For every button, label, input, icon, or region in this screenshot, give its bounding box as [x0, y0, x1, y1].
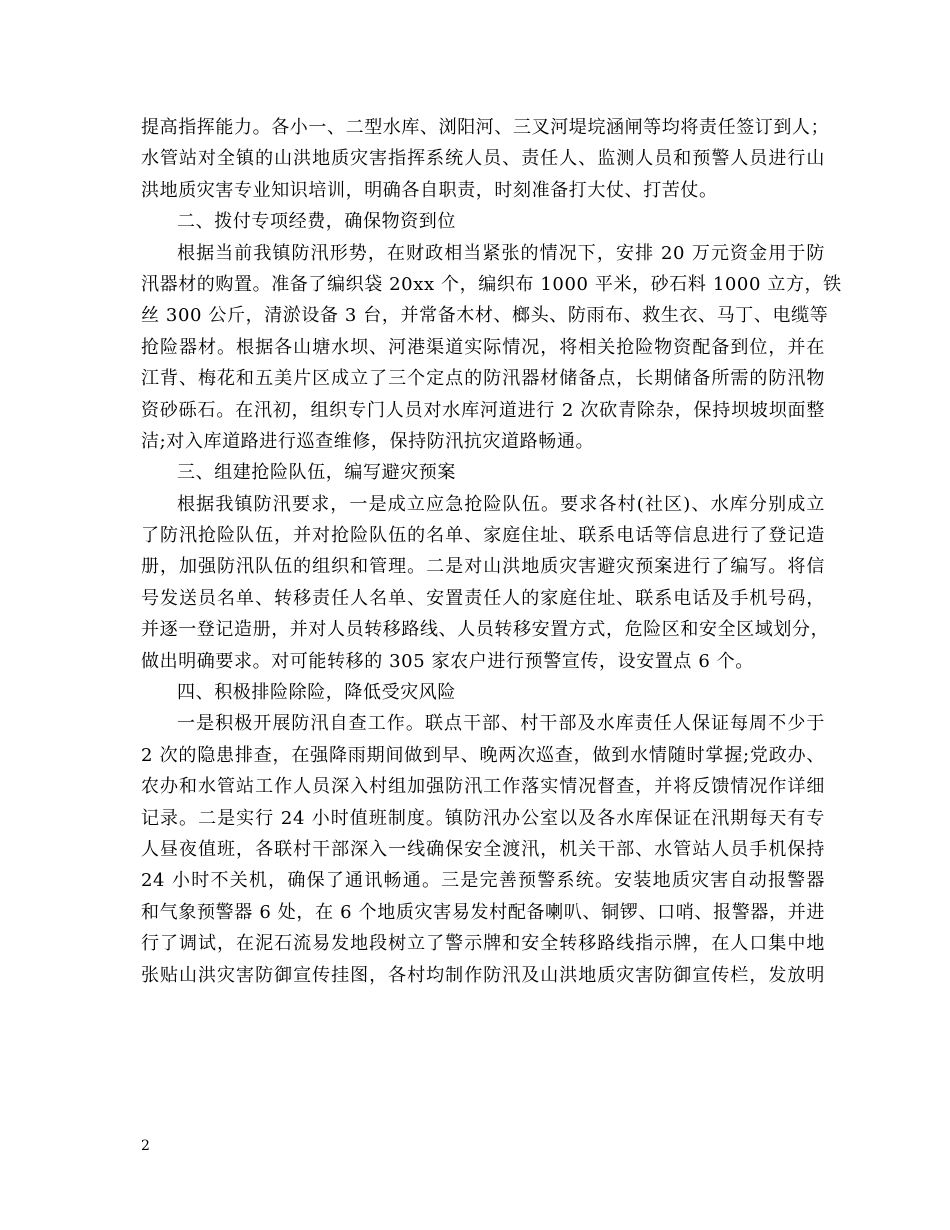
text-line: 并逐一登记造册，并对人员转移路线、人员转移安置方式，危险区和安全区域划分， — [141, 619, 830, 641]
section-heading: 二、拨付专项经费，确保物资到位 — [177, 211, 456, 233]
text-line: 了防汛抢险队伍，并对抢险队伍的名单、家庭住址、联系电话等信息进行了登记造 — [141, 525, 825, 547]
text-line: 和气象预警器 6 处，在 6 个地质灾害易发村配备喇叭、铜锣、口哨、报警器，并进 — [141, 901, 825, 923]
text-line: 抢险器材。根据各山塘水坝、河港渠道实际情况，将相关抢险物资配备到位，并在 — [141, 336, 825, 358]
text-line: 行了调试，在泥石流易发地段树立了警示牌和安全转移路线指示牌，在人口集中地 — [141, 933, 825, 955]
text-line: 24 小时不关机，确保了通讯畅通。三是完善预警系统。安装地质灾害自动报警器 — [141, 870, 825, 892]
text-line: 根据当前我镇防汛形势，在财政相当紧张的情况下，安排 20 万元资金用于防 — [177, 242, 825, 264]
text-line: 一是积极开展防汛自查工作。联点干部、村干部及水库责任人保证每周不少于 — [177, 713, 825, 735]
text-line: 人昼夜值班，各联村干部深入一线确保安全渡汛，机关干部、水管站人员手机保持 — [141, 838, 825, 860]
text-line: 汛器材的购置。准备了编织袋 20xx 个，编织布 1000 平米，砂石料 1000 立方，铁 — [141, 273, 842, 295]
text-line: 册，加强防汛队伍的组织和管理。二是对山洪地质灾害避灾预案进行了编写。将信 — [141, 556, 825, 578]
text-line: 农办和水管站工作人员深入村组加强防汛工作落实情况督查，并将反馈情况作详细 — [141, 776, 825, 798]
page-number: 2 — [141, 1138, 150, 1154]
text-line: 2 次的隐患排查，在强降雨期间做到早、晚两次巡查，做到水情随时掌握;党政办、 — [141, 744, 825, 766]
text-line: 提高指挥能力。各小一、二型水库、浏阳河、三叉河堤垸涵闸等均将责任签订到人； — [141, 117, 830, 138]
text-line: 张贴山洪灾害防御宣传挂图，各村均制作防汛及山洪地质灾害防御宣传栏，发放明 — [141, 964, 825, 986]
text-line: 号发送员名单、转移责任人名单、安置责任人的家庭住址、联系电话及手机号码， — [141, 587, 825, 609]
document-body — [141, 112, 842, 991]
text-line: 根据我镇防汛要求，一是成立应急抢险队伍。要求各村(社区)、水库分别成立 — [177, 493, 825, 515]
text-line: 水管站对全镇的山洪地质灾害指挥系统人员、责任人、监测人员和预警人员进行山 — [141, 148, 825, 170]
text-line: 资砂砾石。在汛初，组织专门人员对水库河道进行 2 次砍青除杂，保持坝坡坝面整 — [141, 399, 825, 421]
text-line: 洁;对入库道路进行巡查维修，保持防汛抗灾道路畅通。 — [141, 430, 595, 452]
text-line: 洪地质灾害专业知识培训，明确各自职责，时刻准备打大仗、打苦仗。 — [141, 179, 718, 201]
text-line: 记录。二是实行 24 小时值班制度。镇防汛办公室以及各水库保证在汛期每天有专 — [141, 807, 825, 829]
text-line: 丝 300 公斤，清淤设备 3 台，并常备木材、榔头、防雨布、救生衣、马丁、电缆等 — [141, 305, 829, 327]
section-heading: 四、积极排险除险，降低受灾风险 — [177, 682, 456, 704]
section-heading: 三、组建抢险队伍，编写避灾预案 — [177, 462, 456, 484]
text-line: 江背、梅花和五美片区成立了三个定点的防汛器材储备点，长期储备所需的防汛物 — [141, 368, 825, 390]
text-line: 做出明确要求。对可能转移的 305 家农户进行预警宣传，设安置点 6 个。 — [141, 650, 754, 672]
